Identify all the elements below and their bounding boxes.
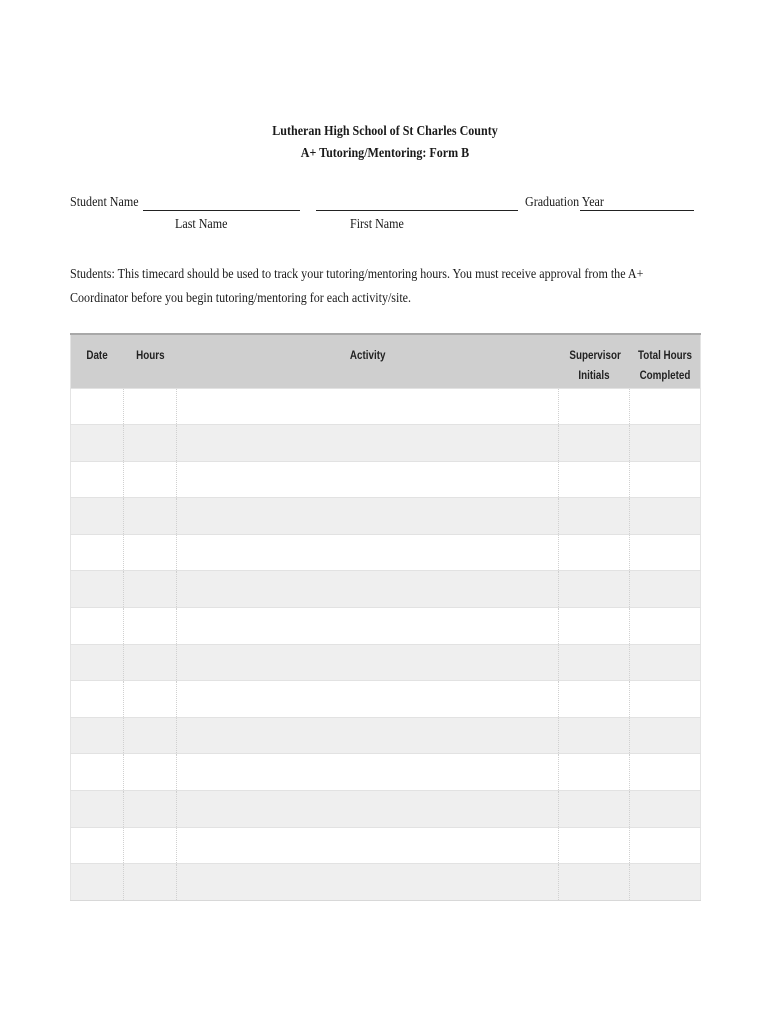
activity-cell[interactable] bbox=[177, 644, 559, 681]
activity-cell[interactable] bbox=[177, 717, 559, 754]
activity-cell[interactable] bbox=[177, 827, 559, 864]
graduation-year-field[interactable] bbox=[580, 210, 694, 211]
hours-cell[interactable] bbox=[124, 388, 177, 425]
date-cell[interactable] bbox=[71, 461, 124, 498]
hours-cell[interactable] bbox=[124, 827, 177, 864]
activity-cell[interactable] bbox=[177, 388, 559, 425]
table-row bbox=[71, 534, 701, 571]
instructions-text: Students: This timecard should be used to track your tutoring/mentoring hours. You must receive approval from the A+ Coordinator before you begin tutoring/mentoring for each activity/site. bbox=[70, 267, 644, 306]
supervisor-initials-cell[interactable] bbox=[559, 461, 630, 498]
column-header-total-hours: Total Hours Completed bbox=[630, 334, 701, 388]
hours-cell[interactable] bbox=[124, 754, 177, 791]
total-hours-cell[interactable] bbox=[630, 644, 701, 681]
table-row bbox=[71, 388, 701, 425]
last-name-label: Last Name bbox=[175, 217, 228, 232]
date-cell[interactable] bbox=[71, 498, 124, 535]
total-hours-cell[interactable] bbox=[630, 827, 701, 864]
total-hours-cell[interactable] bbox=[630, 791, 701, 828]
table-row bbox=[71, 864, 701, 901]
column-header-supervisor-initials: Supervisor Initials bbox=[559, 334, 630, 388]
supervisor-initials-cell[interactable] bbox=[559, 864, 630, 901]
table-row bbox=[71, 425, 701, 462]
total-hours-cell[interactable] bbox=[630, 425, 701, 462]
table-body bbox=[71, 388, 701, 900]
supervisor-initials-cell[interactable] bbox=[559, 571, 630, 608]
date-cell[interactable] bbox=[71, 534, 124, 571]
total-hours-cell[interactable] bbox=[630, 681, 701, 718]
table-header-row bbox=[71, 334, 701, 388]
date-cell[interactable] bbox=[71, 388, 124, 425]
hours-cell[interactable] bbox=[124, 498, 177, 535]
supervisor-initials-cell[interactable] bbox=[559, 791, 630, 828]
hours-cell[interactable] bbox=[124, 534, 177, 571]
timecard-table bbox=[70, 333, 701, 901]
activity-cell[interactable] bbox=[177, 864, 559, 901]
graduation-year-label: Graduation Year bbox=[525, 195, 604, 210]
supervisor-initials-cell[interactable] bbox=[559, 644, 630, 681]
first-name-label: First Name bbox=[350, 217, 404, 232]
total-hours-cell[interactable] bbox=[630, 388, 701, 425]
activity-cell[interactable] bbox=[177, 498, 559, 535]
table-row bbox=[71, 461, 701, 498]
supervisor-initials-cell[interactable] bbox=[559, 534, 630, 571]
date-cell[interactable] bbox=[71, 571, 124, 608]
table-row bbox=[71, 681, 701, 718]
total-hours-cell[interactable] bbox=[630, 534, 701, 571]
table-row bbox=[71, 791, 701, 828]
date-cell[interactable] bbox=[71, 717, 124, 754]
hours-cell[interactable] bbox=[124, 791, 177, 828]
date-cell[interactable] bbox=[71, 791, 124, 828]
supervisor-initials-cell[interactable] bbox=[559, 827, 630, 864]
activity-cell[interactable] bbox=[177, 681, 559, 718]
column-header-activity: Activity bbox=[177, 334, 559, 388]
supervisor-initials-cell[interactable] bbox=[559, 608, 630, 645]
table-row bbox=[71, 608, 701, 645]
date-cell[interactable] bbox=[71, 608, 124, 645]
table-row bbox=[71, 644, 701, 681]
supervisor-initials-cell[interactable] bbox=[559, 754, 630, 791]
supervisor-initials-cell[interactable] bbox=[559, 388, 630, 425]
total-hours-cell[interactable] bbox=[630, 571, 701, 608]
hours-cell[interactable] bbox=[124, 425, 177, 462]
activity-cell[interactable] bbox=[177, 571, 559, 608]
activity-cell[interactable] bbox=[177, 791, 559, 828]
hours-cell[interactable] bbox=[124, 571, 177, 608]
total-hours-cell[interactable] bbox=[630, 864, 701, 901]
date-cell[interactable] bbox=[71, 827, 124, 864]
date-cell[interactable] bbox=[71, 681, 124, 718]
hours-cell[interactable] bbox=[124, 608, 177, 645]
activity-cell[interactable] bbox=[177, 461, 559, 498]
table-row bbox=[71, 571, 701, 608]
activity-cell[interactable] bbox=[177, 534, 559, 571]
table-row bbox=[71, 827, 701, 864]
total-hours-cell[interactable] bbox=[630, 717, 701, 754]
hours-cell[interactable] bbox=[124, 681, 177, 718]
supervisor-initials-cell[interactable] bbox=[559, 717, 630, 754]
date-cell[interactable] bbox=[71, 754, 124, 791]
date-cell[interactable] bbox=[71, 864, 124, 901]
supervisor-initials-cell[interactable] bbox=[559, 498, 630, 535]
hours-cell[interactable] bbox=[124, 644, 177, 681]
table-row bbox=[71, 754, 701, 791]
activity-cell[interactable] bbox=[177, 425, 559, 462]
column-header-hours: Hours bbox=[124, 334, 177, 388]
total-hours-cell[interactable] bbox=[630, 498, 701, 535]
student-name-label: Student Name bbox=[70, 195, 139, 210]
total-hours-cell[interactable] bbox=[630, 754, 701, 791]
date-cell[interactable] bbox=[71, 644, 124, 681]
total-hours-cell[interactable] bbox=[630, 461, 701, 498]
first-name-field[interactable] bbox=[316, 210, 518, 211]
activity-cell[interactable] bbox=[177, 608, 559, 645]
hours-cell[interactable] bbox=[124, 461, 177, 498]
column-header-date: Date bbox=[71, 334, 124, 388]
table-row bbox=[71, 717, 701, 754]
total-hours-cell[interactable] bbox=[630, 608, 701, 645]
activity-cell[interactable] bbox=[177, 754, 559, 791]
form-title: A+ Tutoring/Mentoring: Form B bbox=[300, 146, 470, 161]
hours-cell[interactable] bbox=[124, 717, 177, 754]
supervisor-initials-cell[interactable] bbox=[559, 681, 630, 718]
last-name-field[interactable] bbox=[143, 210, 300, 211]
hours-cell[interactable] bbox=[124, 864, 177, 901]
date-cell[interactable] bbox=[71, 425, 124, 462]
table-row bbox=[71, 498, 701, 535]
school-title: Lutheran High School of St Charles County bbox=[272, 124, 498, 139]
supervisor-initials-cell[interactable] bbox=[559, 425, 630, 462]
